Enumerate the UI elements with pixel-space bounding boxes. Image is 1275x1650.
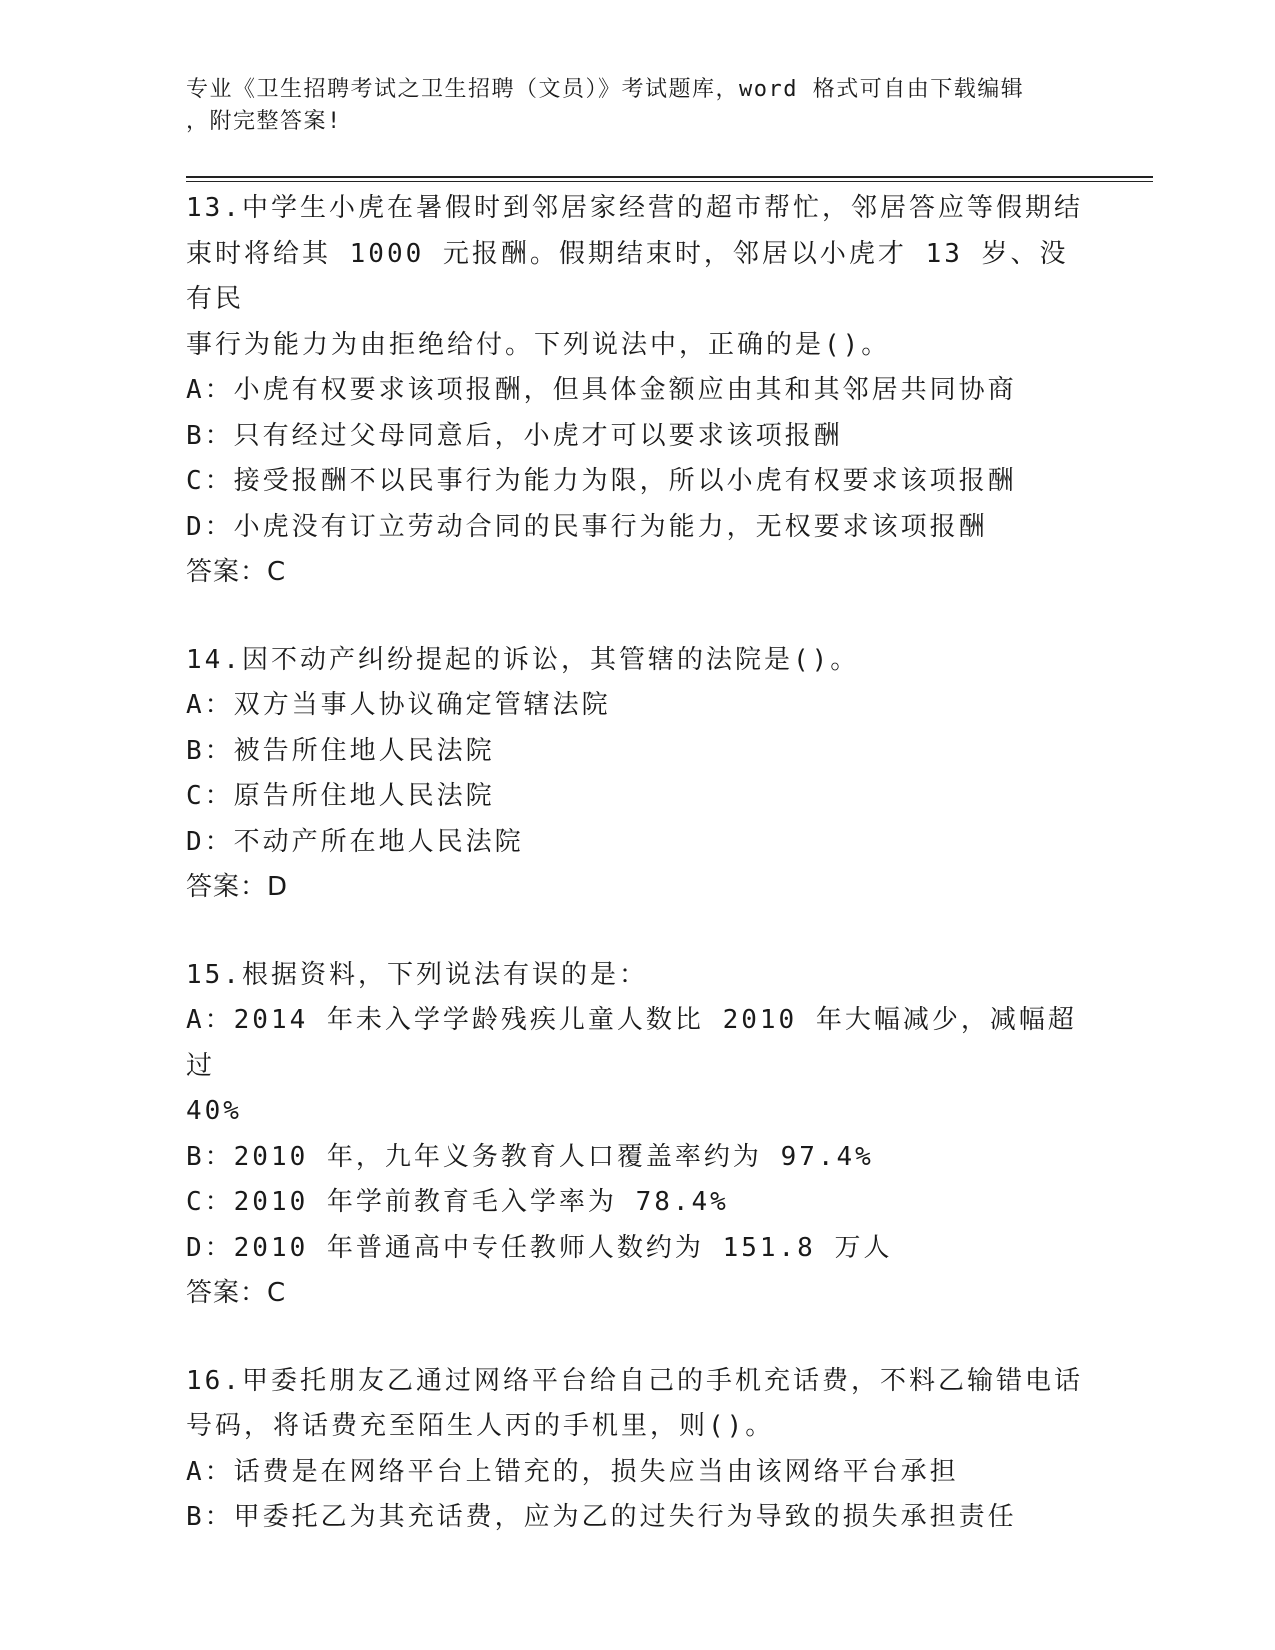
option-d: D：小虎没有订立劳动合同的民事行为能力，无权要求该项报酬 xyxy=(186,511,988,542)
option-b: B：只有经过父母同意后，小虎才可以要求该项报酬 xyxy=(186,420,843,451)
question-list xyxy=(186,186,1086,1583)
question-stem-line: 15.根据资料，下列说法有误的是： xyxy=(186,959,648,990)
option-c: C：2010 年学前教育毛入学率为 78.4% xyxy=(186,1187,729,1217)
header-rule-thick xyxy=(186,176,1153,178)
header-line-2: ，附完整答案! xyxy=(186,109,342,134)
option-a-continued: 40% xyxy=(186,1096,242,1126)
option-a: A：话费是在网络平台上错充的，损失应当由该网络平台承担 xyxy=(186,1456,959,1487)
option-b: B：甲委托乙为其充话费，应为乙的过失行为导致的损失承担责任 xyxy=(186,1502,1017,1532)
option-d: D：不动产所在地人民法院 xyxy=(186,826,524,857)
answer-line: 答案：D xyxy=(186,872,289,902)
document-header xyxy=(186,74,1086,138)
question-stem-line: 事行为能力为由拒绝给付。下列说法中，正确的是()。 xyxy=(186,329,891,360)
option-a: A：小虎有权要求该项报酬，但具体金额应由其和其邻居共同协商 xyxy=(186,375,1017,405)
question-stem-line: 13.中学生小虎在暑假时到邻居家经营的超市帮忙，邻居答应等假期结 xyxy=(186,193,1083,223)
option-a: A：2014 年未入学学龄残疾儿童人数比 2010 年大幅减少，减幅超过 xyxy=(186,1005,1077,1081)
answer-line: 答案：C xyxy=(186,557,287,587)
question-stem-line: 束时将给其 1000 元报酬。假期结束时，邻居以小虎才 13 岁、没有民 xyxy=(186,238,1069,314)
question-stem-line: 16.甲委托朋友乙通过网络平台给自己的手机充话费，不料乙输错电话 xyxy=(186,1365,1083,1396)
option-c: C：接受报酬不以民事行为能力为限，所以小虎有权要求该项报酬 xyxy=(186,466,1017,496)
option-b: B：被告所住地人民法院 xyxy=(186,735,495,766)
question-stem-line: 号码，将话费充至陌生人丙的手机里，则()。 xyxy=(186,1411,775,1441)
header-rule-thin xyxy=(186,181,1153,182)
option-c: C：原告所住地人民法院 xyxy=(186,781,495,811)
option-b: B：2010 年，九年义务教育人口覆盖率约为 97.4% xyxy=(186,1141,874,1172)
option-a: A：双方当事人协议确定管辖法院 xyxy=(186,690,611,720)
question-14 xyxy=(186,638,1086,911)
answer-line: 答案：C xyxy=(186,1278,287,1308)
header-line-1: 专业《卫生招聘考试之卫生招聘（文员）》考试题库，word 格式可自由下载编辑 xyxy=(186,77,1025,102)
question-stem-line: 14.因不动产纠纷提起的诉讼，其管辖的法院是()。 xyxy=(186,644,860,675)
question-15 xyxy=(186,953,1086,1317)
question-16 xyxy=(186,1359,1086,1541)
question-13 xyxy=(186,186,1086,596)
option-d: D：2010 年普通高中专任教师人数约为 151.8 万人 xyxy=(186,1232,893,1263)
